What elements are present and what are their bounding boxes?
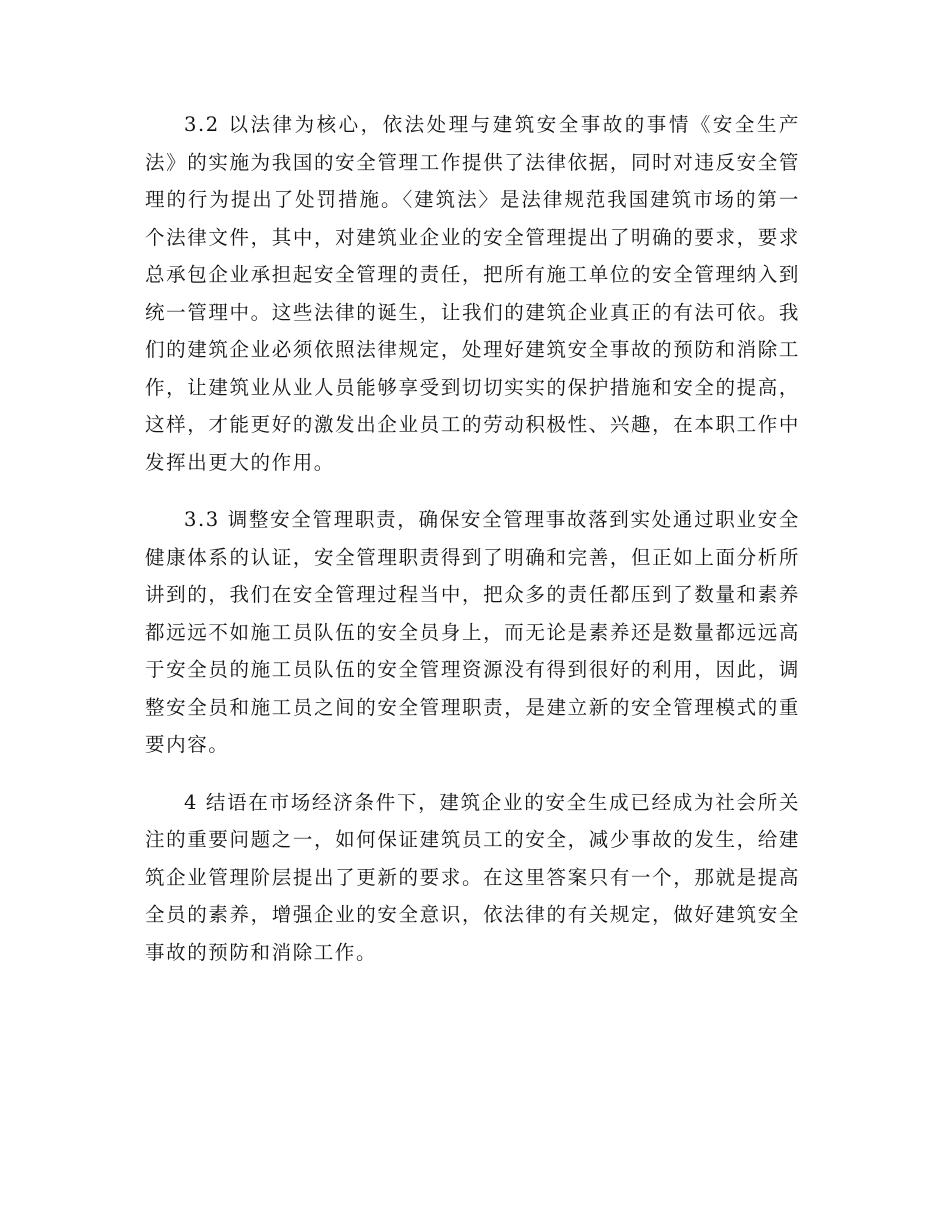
document-body [145, 106, 800, 991]
paragraph-3-3: 3.3 调整安全管理职责，确保安全管理事故落到实处通过职业安全健康体系的认证，安全管理职责得到了明确和完善，但正如上面分析所讲到的，我们在安全管理过程当中，把众多的责任都压到了数量和素养都远远不如施工员队伍的安全员身上，而无论是素养还是数量都远远高于安全员的施工员队伍的安全管理资源没有得到很好的利用，因此，调整安全员和施工员之间的安全管理职责，是建立新的安全管理模式的重要内容。 [145, 508, 800, 756]
paragraph-3-2: 3.2 以法律为核心，依法处理与建筑安全事故的事情《安全生产法》的实施为我国的安全管理工作提供了法律依据，同时对违反安全管理的行为提出了处罚措施。〈建筑法〉是法律规范我国建筑市场的第一个法律文件，其中，对建筑业企业的安全管理提出了明确的要求，要求总承包企业承担起安全管理的责任，把所有施工单位的安全管理纳入到统一管理中。这些法律的诞生，让我们的建筑企业真正的有法可依。我们的建筑企业必须依照法律规定，处理好建筑安全事故的预防和消除工作，让建筑业从业人员能够享受到切切实实的保护措施和安全的提高，这样，才能更好的激发出企业员工的劳动积极性、兴趣，在本职工作中发挥出更大的作用。 [145, 113, 800, 474]
paragraph-conclusion: 4 结语在市场经济条件下，建筑企业的安全生成已经成为社会所关注的重要问题之一，如何保证建筑员工的安全，减少事故的发生，给建筑企业管理阶层提出了更新的要求。在这里答案只有一个，那就是提高全员的素养，增强企业的安全意识，依法律的有关规定，做好建筑安全事故的预防和消除工作。 [145, 790, 800, 964]
